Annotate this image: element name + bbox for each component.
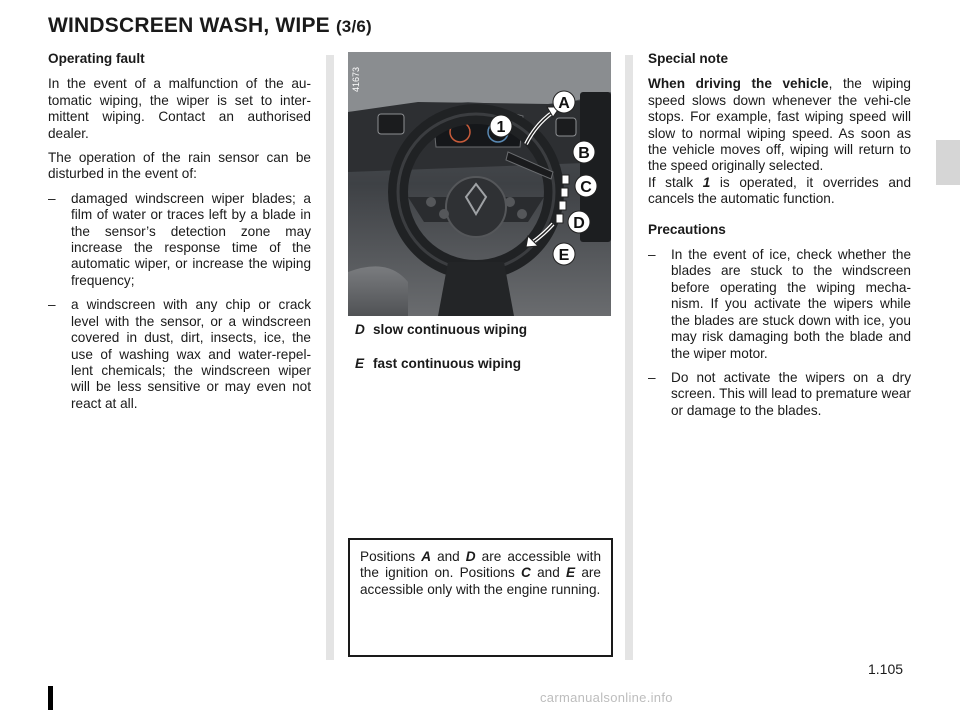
watermark: carmanualsonline.info: [540, 690, 673, 705]
svg-text:C: C: [580, 179, 592, 196]
position-e-label: [553, 243, 575, 265]
page-title: [48, 14, 372, 38]
column-divider-left: [326, 55, 334, 660]
position-a-label: [553, 91, 575, 113]
svg-text:A: A: [558, 95, 570, 112]
operating-fault-heading: Operating fault: [48, 51, 145, 66]
bullet-item: – Do not activate the wipers on a dry screen. This will lead to premature wear or damage to the blades.: [648, 369, 912, 418]
svg-text:E: E: [558, 247, 570, 264]
position-c-label: [575, 175, 597, 197]
caption-text: fast continuous wiping: [373, 356, 522, 371]
page-number: 1.105: [868, 661, 904, 677]
rain-sensor-text: The operation of the rain sensor can be disturbed in the event of:: [48, 150, 311, 182]
ignition-note-box: Positions A and D are accessible with the ignition on. Positions C and E are accessible only with the engine running.: [348, 538, 613, 657]
caption-key: D: [355, 322, 365, 337]
bullet-text: Do not activate the wipers on a dry screen. This will lead to premature wear or damage to the blades.: [671, 369, 912, 418]
corner-mark: [48, 686, 53, 710]
figure-ref: 41673: [351, 66, 361, 92]
precautions-heading: Precautions: [648, 221, 726, 237]
special-note-text: When driving the vehicle, the wiping speed slows down whenever the vehi-cle stops. For example, fast wiping speed will slow to normal wiping speed. As soon as the vehicle moves off, wiping will return to the speed originally selected. If stalk 1 is operated, it overrides and cancels the automatic function.: [648, 76, 911, 207]
bullet-item: – a windscreen with any chip or crack level with the sensor, or a windscreen covered in dust, dirt, insects, ice, the use of washing wax and water-repel-lent chemicals; the windscreen wiper will be less sensitive or may even not react at all.: [48, 297, 311, 411]
left-column: [48, 51, 311, 420]
column-divider-right: [625, 55, 633, 660]
svg-text:B: B: [578, 145, 590, 162]
bullet-text: In the event of ice, check whether the blades are stuck to the windscreen before operating the wiping mecha-nism. If you activate the wipers while the blades are stuck down with ice, you may risk damaging both the blade and the wiper motor.: [671, 247, 911, 361]
right-column: [648, 51, 911, 427]
caption-text: slow continuous wiping: [373, 322, 528, 337]
bullet-item: – In the event of ice, check whether the blades are stuck to the windscreen before operating the wiping mecha-nism. If you activate the wipers while the blades are stuck down with ice, you may risk damaging both the blade and the wiper motor.: [648, 247, 911, 361]
special-note-heading: Special note: [648, 51, 729, 66]
bullet-item: – damaged windscreen wiper blades; a film of water or traces left by a blade in the sensor’s detection zone may increase the response time of the automatic wiper, or increase the wiping frequency;: [48, 190, 311, 288]
stalk-number: 1: [496, 119, 506, 136]
stalk-label: [490, 115, 512, 137]
title-text: WINDSCREEN WASH, WIPE: [48, 14, 330, 37]
caption-d: [355, 322, 527, 337]
bullet-text: a windscreen with any chip or crack level with the sensor, or a windscreen covered in dust, dirt, insects, ice, the use of washing wax and water-repel-lent chemicals; the windscreen wiper will be less sensitive or may even not react at all.: [71, 297, 311, 411]
steering-wheel-photo: [348, 52, 611, 316]
caption-key: E: [355, 356, 365, 371]
bullet-text: damaged windscreen wiper blades; a film of water or traces left by a blade in the sensor’s detection zone may increase the response time of the automatic wiper, or increase the wiping frequency;: [71, 190, 311, 288]
svg-text:D: D: [573, 215, 585, 232]
section-tab: [936, 140, 960, 185]
caption-e: [355, 356, 521, 371]
title-part: (3/6): [335, 17, 372, 36]
position-d-label: [568, 211, 590, 233]
position-b-label: [573, 141, 595, 163]
operating-fault-text: In the event of a malfunction of the au-tomatic wiping, the wiper is set to inter-mittent wiping. Contact an authorised dealer.: [48, 76, 311, 141]
